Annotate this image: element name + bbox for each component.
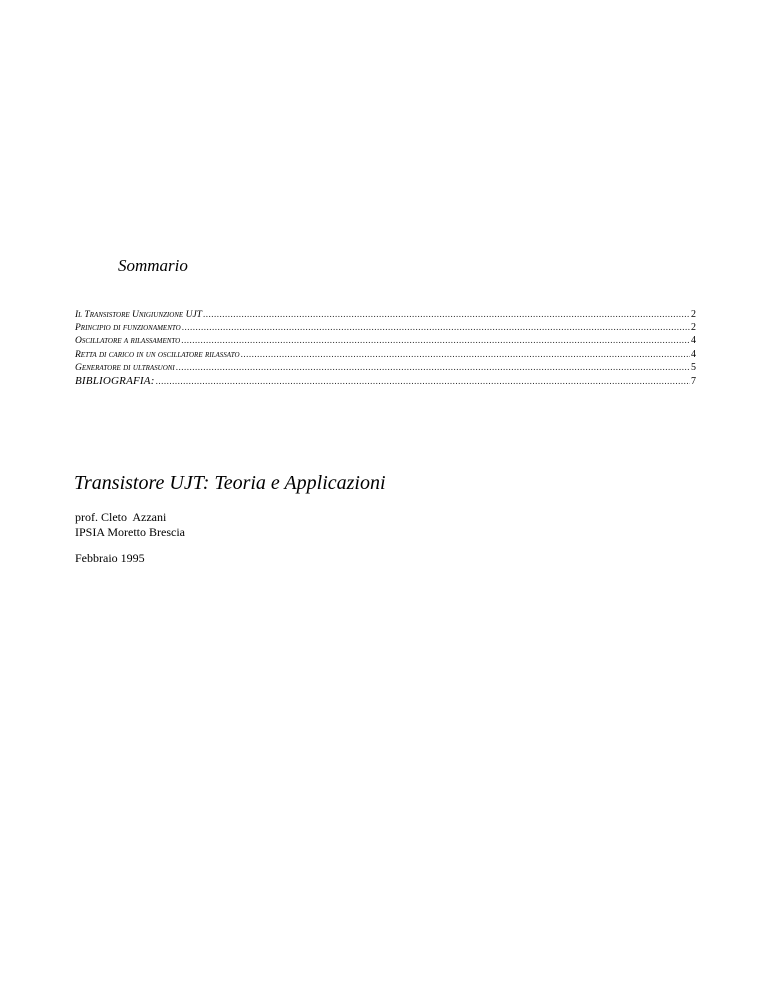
toc-entry-ujt[interactable] — [75, 309, 696, 322]
toc-page-number[interactable]: 7 — [691, 375, 696, 387]
toc-dot-leader — [176, 362, 690, 372]
toc-page-number[interactable]: 4 — [691, 335, 696, 347]
toc-page-number[interactable]: 2 — [691, 322, 696, 334]
toc-entry-oscillatore[interactable] — [75, 335, 696, 348]
toc-entry-label[interactable]: Principio di funzionamento — [75, 323, 181, 334]
institution-name: IPSIA Moretto Brescia — [75, 525, 185, 539]
toc-heading: Sommario — [118, 256, 188, 275]
toc-entry-principio[interactable] — [75, 322, 696, 335]
author-block — [75, 510, 185, 540]
toc-dot-leader — [241, 349, 690, 359]
document-title: Transistore UJT: Teoria e Applicazioni — [74, 472, 386, 494]
toc-entry-label[interactable]: Retta di carico in un oscillatore rilassato — [75, 349, 240, 360]
toc-page-number[interactable]: 4 — [691, 348, 696, 360]
toc-page-number[interactable]: 5 — [691, 361, 696, 373]
toc-entry-retta-di-carico[interactable] — [75, 349, 696, 362]
toc-dot-leader — [181, 335, 690, 345]
toc-entry-label[interactable]: Oscillatore a rilassamento — [75, 336, 181, 347]
toc-dot-leader — [182, 322, 690, 332]
toc-entry-label[interactable]: Generatore di ultrasuoni — [75, 362, 175, 373]
publication-date: Febbraio 1995 — [75, 551, 145, 565]
toc-dot-leader — [203, 309, 690, 319]
toc-page-number[interactable]: 2 — [691, 309, 696, 320]
table-of-contents — [75, 309, 696, 388]
author-name: prof. Cleto Azzani — [75, 510, 167, 524]
toc-entry-label[interactable]: BIBLIOGRAFIA: — [75, 374, 155, 387]
toc-dot-leader — [156, 376, 690, 386]
toc-entry-label[interactable]: Il Transistore Unigiunzione UJT — [75, 310, 202, 320]
toc-entry-generatore[interactable] — [75, 362, 696, 375]
toc-entry-bibliografia[interactable] — [75, 375, 696, 388]
